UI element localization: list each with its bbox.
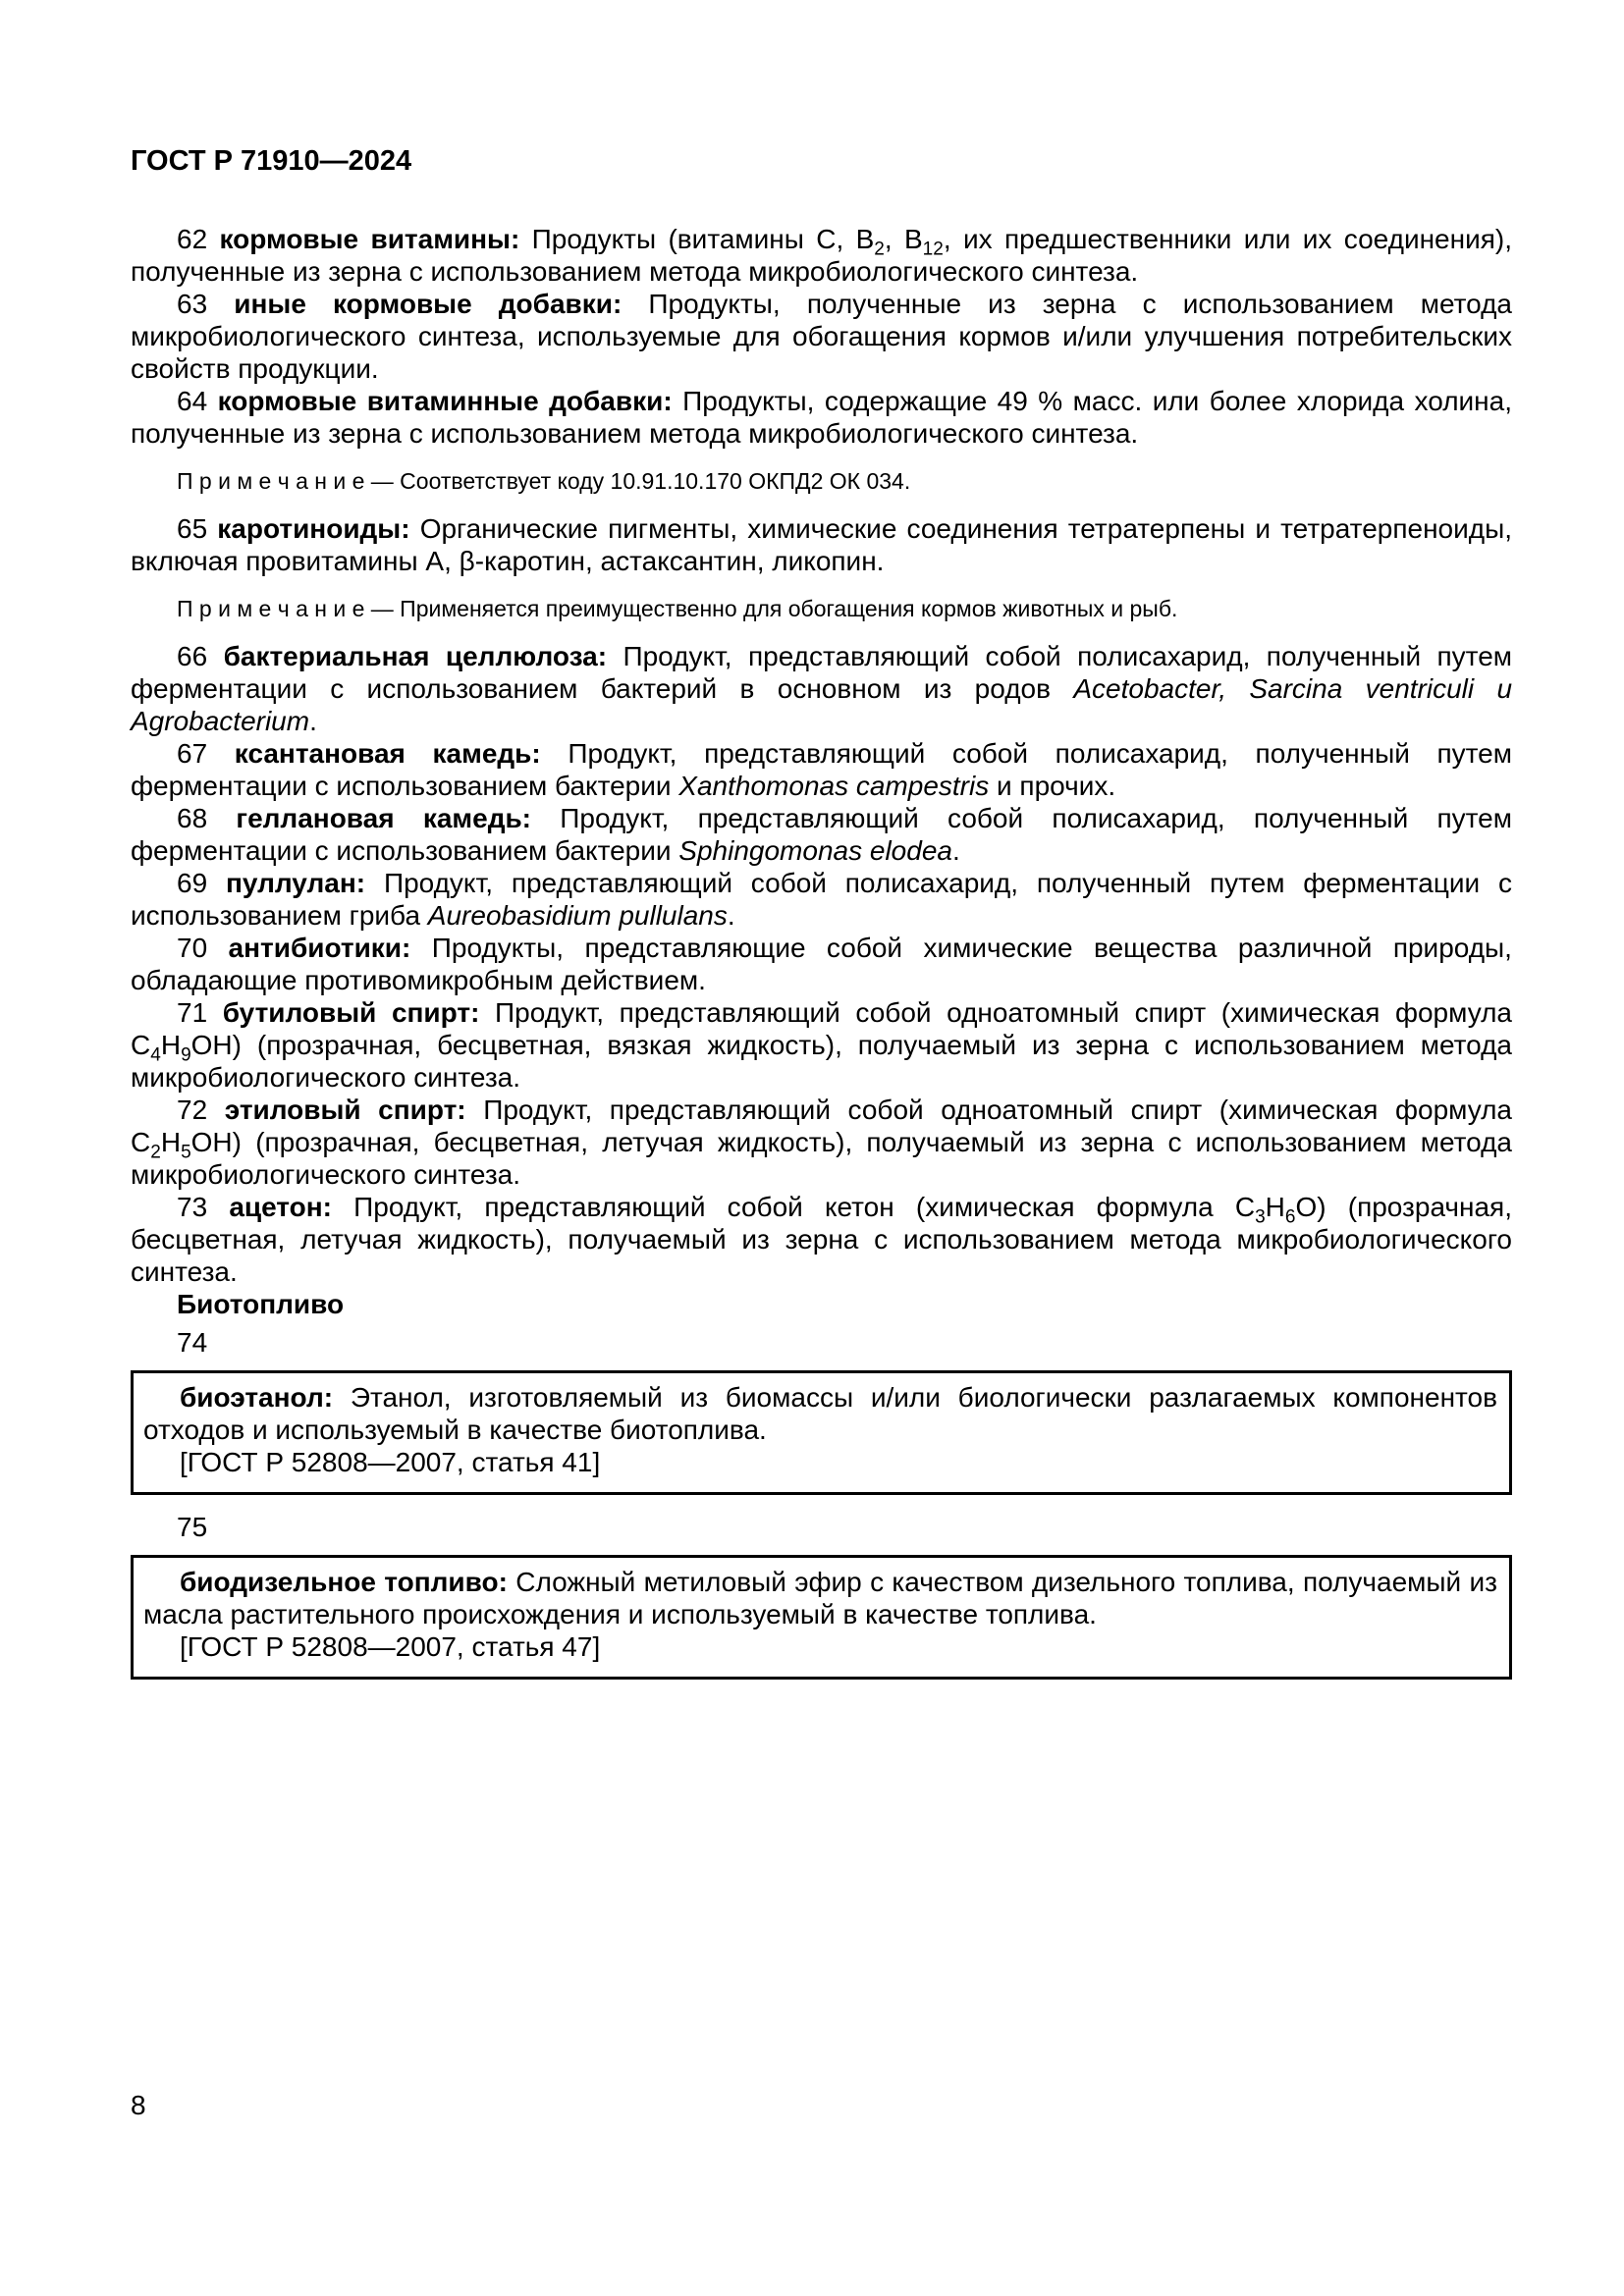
term-definition-paragraph: 70 антибиотики: Продукты, представляющие собой химические вещества различной природы, обладающие противомикробным действием. — [131, 933, 1512, 995]
term-definition-paragraph: 66 бактериальная целлюлоза: Продукт, представляющий собой полисахарид, полученный путем ферментации с использованием бактерий в основном из родов Acetobacter, Sarcina ventriculi и Agrobacterium. — [131, 641, 1513, 736]
term-definition-paragraph: 64 кормовые витаминные добавки: Продукты, содержащие 49 % масс. или более хлорида холина, полученные из зерна с использованием метода микробиологического синтеза. — [131, 386, 1512, 449]
term-definition-paragraph: 71 бутиловый спирт: Продукт, представляющий собой одноатомный спирт (химическая формула $С_4Н_9ОН$) (прозрачная, бесцветная, вязкая жидкость), получаемый из зерна с использованием метода микробиологического синтеза. — [131, 997, 1512, 1093]
term-definition-paragraph: 69 пуллулан: Продукт, представляющий собой полисахарид, полученный путем ферментации с использованием гриба Aureobasidium pullulans. — [131, 868, 1512, 931]
term-definition-paragraph: 67 ксантановая камедь: Продукт, представляющий собой полисахарид, полученный путем ферментации с использованием бактерии Xanthomonas campestris и прочих. — [131, 738, 1513, 801]
document-content — [131, 145, 1512, 1695]
section-heading: Биотопливо — [177, 1289, 345, 1319]
quoted-definition-paragraph: биоэтанол: Этанол, изготовляемый из биомассы и/или биологически разлагаемых компонентов отходов и используемый в качестве биотоплива. — [143, 1382, 1497, 1445]
quoted-definition-paragraph: [ГОСТ Р 52808—2007, статья 41] — [180, 1447, 601, 1477]
note-paragraph: П р и м е ч а н и е — Применяется преимущественно для обогащения кормов животных и рыб. — [177, 596, 1178, 621]
term-definition-paragraph: 72 этиловый спирт: Продукт, представляющий собой одноатомный спирт (химическая формула $С_2Н_5ОН$) (прозрачная, бесцветная, летучая жидкость), получаемый из зерна с использованием метода микробиологического синтеза. — [131, 1095, 1512, 1190]
quoted-definition-box — [131, 1555, 1512, 1680]
quoted-definition-paragraph: биодизельное топливо: Сложный метиловый эфир с качеством дизельного топлива, получаемый из масла растительного происхождения и используемый в качестве топлива. — [143, 1567, 1497, 1629]
quoted-definition-box — [131, 1370, 1512, 1495]
term-number: 75 — [177, 1512, 208, 1542]
document-standard-number: ГОСТ Р 71910—2024 — [131, 145, 412, 177]
term-definition-paragraph: 68 геллановая камедь: Продукт, представляющий собой полисахарид, полученный путем ферментации с использованием бактерии Sphingomonas elodea. — [131, 803, 1512, 866]
term-definition-paragraph: 62 кормовые витамины: Продукты (витамины С, $В_2$, $В_{12}$, их предшественники или их соединения), полученные из зерна с использованием метода микробиологического синтеза. — [131, 224, 1512, 287]
term-definition-paragraph: 73 ацетон: Продукт, представляющий собой кетон (химическая формула $С_3Н_6О$) (прозрачная, бесцветная, летучая жидкость), получаемый из зерна с использованием метода микробиологического синтеза. — [131, 1192, 1512, 1287]
term-definition-paragraph: 65 каротиноиды: Органические пигменты, химические соединения тетратерпены и тетратерпеноиды, включая провитамины А, β-каротин, астаксантин, ликопин. — [131, 513, 1512, 576]
note-paragraph: П р и м е ч а н и е — Соответствует коду 10.91.10.170 ОКПД2 ОК 034. — [177, 468, 911, 494]
document-body — [131, 223, 1512, 1680]
quoted-definition-paragraph: [ГОСТ Р 52808—2007, статья 47] — [180, 1631, 601, 1662]
term-number: 74 — [177, 1327, 208, 1358]
page-number: 8 — [131, 2090, 146, 2120]
term-definition-paragraph: 63 иные кормовые добавки: Продукты, полученные из зерна с использованием метода микробиологического синтеза, используемые для обогащения кормов и/или улучшения потребительских свойств продукции. — [131, 289, 1512, 384]
